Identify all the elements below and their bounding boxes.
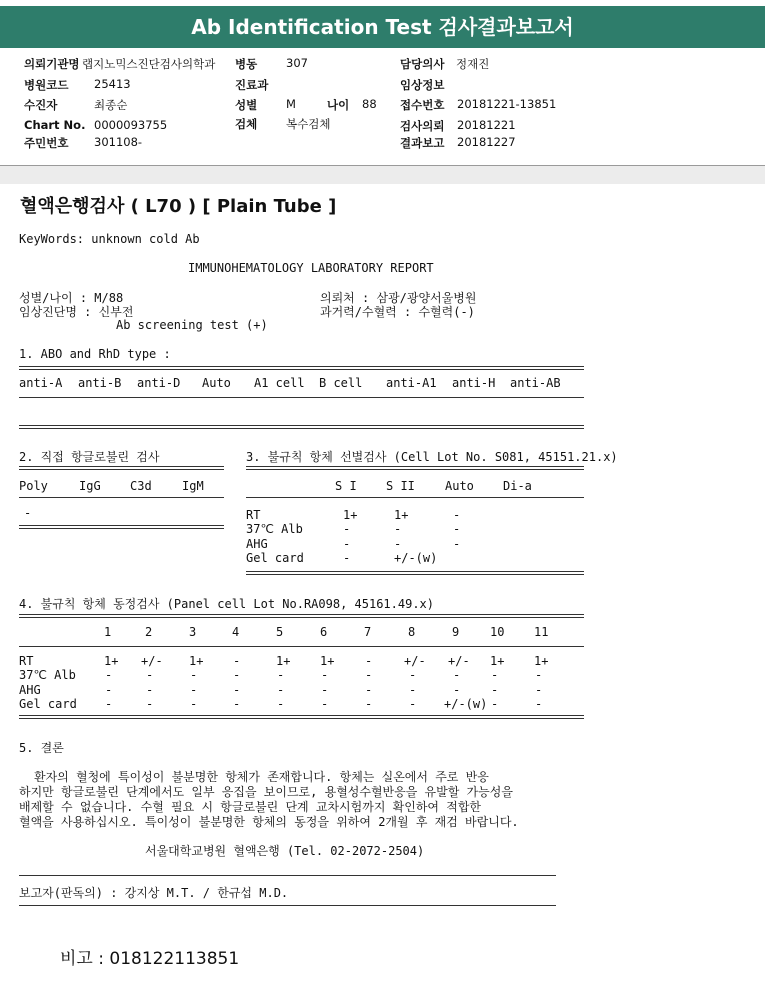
referrer: 의뢰처 : 삼광/광양서울병원 [320, 291, 477, 305]
specimen-label: 검체 [235, 117, 258, 131]
panel-cell: - [365, 683, 373, 697]
panel-column: 9 [452, 625, 460, 639]
dat-column: IgM [182, 479, 204, 493]
panel-cell: - [146, 683, 154, 697]
panel-cell: - [233, 668, 241, 682]
panel-cell: +/- [448, 654, 470, 668]
report-date-value: 20181227 [457, 135, 516, 149]
screen-cell: 1+ [394, 508, 409, 522]
doctor-label: 담당의사 [400, 57, 445, 71]
panel-cell: 1+ [276, 654, 291, 668]
double-rule [19, 525, 224, 529]
abo-column: A1 cell [254, 376, 305, 390]
panel-cell: - [233, 654, 241, 668]
screen-cell: - [453, 537, 461, 551]
screen-row-label: AHG [246, 537, 268, 551]
panel-row-label: Gel card [19, 697, 77, 711]
panel-column: 2 [145, 625, 153, 639]
chart-label: Chart No. [24, 118, 86, 132]
single-rule [246, 497, 584, 498]
panel-cell: - [277, 697, 285, 711]
panel-cell: - [277, 668, 285, 682]
section5-title: 5. 결론 [19, 741, 64, 755]
chart-value: 0000093755 [94, 118, 168, 132]
panel-cell: 1+ [189, 654, 204, 668]
screen-row-label: 37℃ Alb [246, 522, 303, 536]
panel-column: 11 [534, 625, 549, 639]
screen-cell: - [394, 522, 402, 536]
conclusion-line: 하지만 항글로불린 단계에서도 일부 응집을 보이므로, 용혈성수혈반응을 유발할 가능성을 [19, 785, 513, 799]
panel-cell: 1+ [534, 654, 549, 668]
diagnosis-detail: Ab screening test (+) [116, 318, 268, 332]
request-value: 20181221 [457, 118, 516, 132]
specimen-value: 복수검체 [286, 117, 331, 131]
panel-cell: - [409, 668, 417, 682]
panel-cell: - [321, 697, 329, 711]
age-value: 88 [362, 97, 377, 111]
abo-column: Auto [202, 376, 231, 390]
single-rule [19, 397, 584, 398]
blood-bank-contact: 서울대학교병원 혈액은행 (Tel. 02-2072-2504) [145, 844, 425, 858]
panel-column: 3 [189, 625, 197, 639]
single-rule [19, 875, 556, 876]
panel-cell: - [491, 683, 499, 697]
screen-cell: - [453, 522, 461, 536]
transfusion-history: 과거력/수혈력 : 수혈력(-) [320, 305, 475, 319]
panel-column: 8 [408, 625, 416, 639]
report-date-label: 결과보고 [400, 136, 445, 150]
panel-cell: - [365, 668, 373, 682]
panel-cell: 1+ [320, 654, 335, 668]
panel-cell: - [190, 697, 198, 711]
screen-cell: +/-(w) [394, 551, 438, 565]
request-label: 검사의뢰 [400, 119, 445, 133]
panel-cell: - [105, 683, 113, 697]
panel-column: 1 [104, 625, 112, 639]
section2-title: 2. 직접 항글로불린 검사 [19, 450, 160, 464]
panel-cell: - [105, 697, 113, 711]
test-title: 혈액은행검사 ( L70 ) [ Plain Tube ] [20, 196, 337, 217]
abo-column: anti-A [19, 376, 63, 390]
footer-note: 비고 : 018122113851 [60, 949, 240, 969]
dat-poly-value: - [24, 506, 32, 520]
panel-cell: 1+ [490, 654, 505, 668]
abo-column: anti-D [137, 376, 181, 390]
screen-cell: - [343, 551, 351, 565]
hospital-label: 의뢰기관명 [24, 57, 80, 71]
header-band [0, 166, 765, 184]
screen-column: Auto [445, 479, 474, 493]
panel-cell: +/-(w) [444, 697, 488, 711]
hospcode-label: 병원코드 [24, 78, 69, 92]
single-rule [19, 497, 224, 498]
double-rule [19, 466, 224, 470]
panel-cell: - [277, 683, 285, 697]
screen-column: Di-a [503, 479, 532, 493]
screen-column: S II [386, 479, 415, 493]
panel-column: 6 [320, 625, 328, 639]
panel-cell: - [190, 668, 198, 682]
abo-column: anti-A1 [386, 376, 437, 390]
conclusion-line: 배제할 수 없습니다. 수혈 필요 시 항글로불린 단계 교차시험까지 확인하여 적합한 [19, 800, 482, 814]
panel-cell: - [233, 697, 241, 711]
ssn-value: 301108- [94, 135, 143, 149]
panel-row-label: RT [19, 654, 34, 668]
panel-cell: - [491, 697, 499, 711]
keywords: KeyWords: unknown cold Ab [19, 232, 200, 246]
double-rule [19, 366, 584, 370]
panel-column: 10 [490, 625, 505, 639]
screen-row-label: Gel card [246, 551, 304, 565]
dat-column: C3d [130, 479, 152, 493]
double-rule [246, 466, 584, 470]
panel-cell: - [321, 668, 329, 682]
single-rule [19, 646, 584, 647]
clinical-label: 임상정보 [400, 78, 445, 92]
panel-cell: - [535, 668, 543, 682]
ward-label: 병동 [235, 57, 258, 71]
screen-cell: - [453, 508, 461, 522]
panel-cell: - [535, 683, 543, 697]
screen-cell: - [394, 537, 402, 551]
single-rule [19, 905, 556, 906]
panel-cell: - [321, 683, 329, 697]
panel-cell: - [453, 683, 461, 697]
panel-cell: - [409, 683, 417, 697]
panel-row-label: 37℃ Alb [19, 668, 76, 682]
panel-cell: - [453, 668, 461, 682]
report-title: Ab Identification Test 검사결과보고서 [0, 6, 765, 48]
diagnosis: 임상진단명 : 신부전 [19, 305, 134, 319]
abo-column: anti-B [78, 376, 122, 390]
panel-cell: - [409, 697, 417, 711]
ward-value: 307 [286, 56, 308, 70]
double-rule [246, 571, 584, 575]
hospital-value: 랩지노믹스진단검사의학과 [82, 57, 216, 71]
sex-value: M [286, 97, 296, 111]
panel-cell: - [105, 668, 113, 682]
panel-column: 4 [232, 625, 240, 639]
abo-column: B cell [319, 376, 363, 390]
abo-column: anti-AB [510, 376, 561, 390]
panel-cell: - [535, 697, 543, 711]
ssn-label: 주민번호 [24, 136, 69, 150]
dat-column: IgG [79, 479, 101, 493]
section3-title: 3. 불규칙 항체 선별검사 (Cell Lot No. S081, 45151.21.x) [246, 450, 618, 464]
double-rule [19, 715, 584, 719]
patient-value: 최종순 [94, 98, 128, 112]
panel-cell: - [491, 668, 499, 682]
panel-cell: 1+ [104, 654, 119, 668]
screen-cell: - [343, 522, 351, 536]
receipt-value: 20181221-13851 [457, 97, 557, 111]
dept-label: 진료과 [235, 78, 269, 92]
section4-title: 4. 불규칙 항체 동정검사 (Panel cell Lot No.RA098, 45161.49.x) [19, 597, 434, 611]
reporter: 보고자(판독의) : 강지상 M.T. / 한규섭 M.D. [19, 886, 289, 900]
panel-cell: - [190, 683, 198, 697]
panel-row-label: AHG [19, 683, 41, 697]
panel-cell: +/- [404, 654, 426, 668]
sex-label: 성별 [235, 98, 258, 112]
double-rule [19, 614, 584, 618]
panel-cell: - [146, 668, 154, 682]
conclusion-line: 혈액을 사용하십시오. 특이성이 불분명한 항체의 동정을 위하여 2개월 후 재검 바랍니다. [19, 815, 519, 829]
panel-cell: - [146, 697, 154, 711]
patient-label: 수진자 [24, 98, 58, 112]
hospcode-value: 25413 [94, 77, 131, 91]
section1-title: 1. ABO and RhD type : [19, 347, 171, 361]
age-label: 나이 [327, 98, 350, 112]
screen-cell: 1+ [343, 508, 358, 522]
lab-report-title: IMMUNOHEMATOLOGY LABORATORY REPORT [188, 261, 434, 275]
panel-column: 7 [364, 625, 372, 639]
dat-column: Poly [19, 479, 48, 493]
double-rule [19, 425, 584, 429]
sex-age: 성별/나이 : M/88 [19, 291, 124, 305]
screen-cell: - [343, 537, 351, 551]
conclusion-line: 환자의 혈청에 특이성이 불분명한 항체가 존재합니다. 항체는 실온에서 주로 반응 [34, 770, 489, 784]
panel-cell: - [365, 654, 373, 668]
screen-column: S I [335, 479, 357, 493]
panel-column: 5 [276, 625, 284, 639]
receipt-label: 접수번호 [400, 98, 445, 112]
panel-cell: - [365, 697, 373, 711]
screen-row-label: RT [246, 508, 261, 522]
panel-cell: - [233, 683, 241, 697]
doctor-value: 정재진 [456, 57, 490, 71]
abo-column: anti-H [452, 376, 496, 390]
panel-cell: +/- [141, 654, 163, 668]
